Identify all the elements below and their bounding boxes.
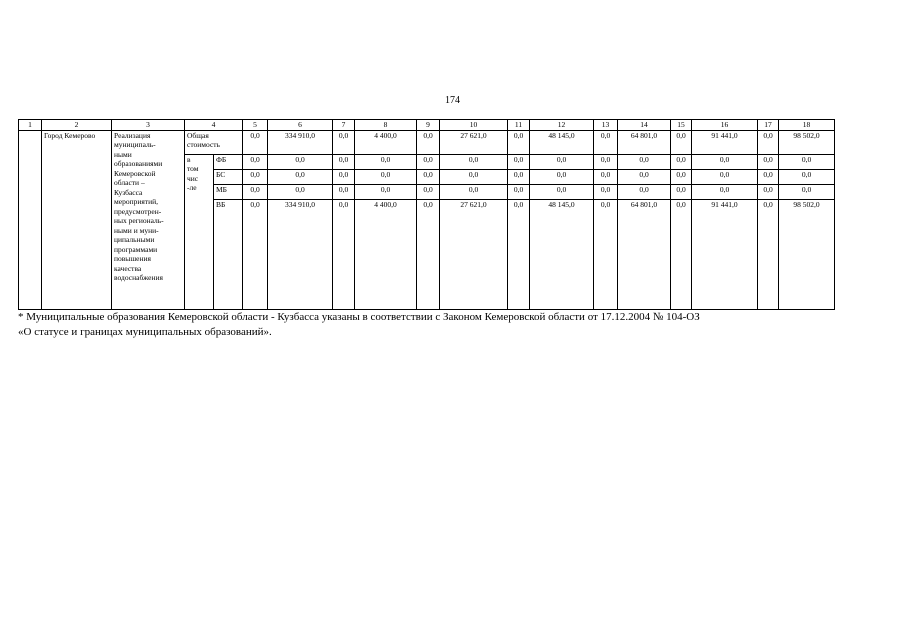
header-cell: 17 [758,120,779,131]
description-line: Кемеровской [114,168,156,178]
description-line: качества [114,263,142,273]
value-cell: 0,0 [417,154,440,169]
header-cell: 16 [692,120,758,131]
header-cell: 18 [779,120,835,131]
value-cell: 0,0 [508,169,530,184]
value-cell: 0,0 [594,154,618,169]
value-cell: 0,0 [417,169,440,184]
header-cell: 12 [530,120,594,131]
header-cell: 11 [508,120,530,131]
description-line: образованиями [114,159,163,168]
value-cell: 0,0 [618,154,671,169]
value-cell: 0,0 [333,199,355,309]
value-cell: 0,0 [530,184,594,199]
description-line: программами [114,244,158,254]
value-cell: 0,0 [530,154,594,169]
header-cell: 13 [594,120,618,131]
value-cell: 0,0 [594,199,618,309]
sub-row-label: БС [214,169,243,184]
value-cell: 0,0 [440,169,508,184]
description-line: муниципаль- [114,140,156,149]
value-cell: 0,0 [268,154,333,169]
value-cell: 0,0 [440,154,508,169]
value-cell: 334 910,0 [268,199,333,309]
value-cell: 64 801,0 [618,130,671,154]
value-cell: 0,0 [779,154,835,169]
value-cell: 0,0 [671,130,692,154]
value-cell: 27 621,0 [440,199,508,309]
value-cell: 0,0 [779,184,835,199]
row-number-cell [19,130,42,309]
value-cell: 0,0 [692,169,758,184]
footnote-line: * Муниципальные образования Кемеровской области - Кузбасса указаны в соответствии с Законом Кемеровской области от 17.12.2004 № 104-ОЗ [18,311,700,323]
value-cell: 0,0 [594,184,618,199]
value-cell: 0,0 [355,184,417,199]
header-cell: 15 [671,120,692,131]
value-cell: 0,0 [508,199,530,309]
including-line: в [187,154,191,164]
description-line: ципальными [114,235,155,244]
value-cell: 91 441,0 [692,130,758,154]
including-line: чис [187,173,199,183]
municipality-cell: Город Кемерово [42,130,112,309]
value-cell: 0,0 [671,184,692,199]
value-cell: 0,0 [333,130,355,154]
header-cell: 1 [19,120,42,131]
description-line: ных региональ- [114,216,164,225]
value-cell: 48 145,0 [530,199,594,309]
value-cell: 0,0 [671,199,692,309]
value-cell: 0,0 [671,169,692,184]
value-cell: 0,0 [530,169,594,184]
value-cell: 0,0 [333,169,355,184]
description-line: Кузбасса [114,187,143,197]
description-line: мероприятий, [114,197,158,206]
value-cell: 0,0 [243,130,268,154]
including-line: том [187,164,199,173]
value-cell: 98 502,0 [779,130,835,154]
including-line: -ле [187,183,197,192]
value-cell: 0,0 [417,184,440,199]
header-cell: 7 [333,120,355,131]
value-cell: 0,0 [779,169,835,184]
value-cell: 0,0 [618,184,671,199]
value-cell: 0,0 [417,199,440,309]
value-cell: 27 621,0 [440,130,508,154]
value-cell: 64 801,0 [618,199,671,309]
description-line: ными [114,149,132,159]
value-cell: 0,0 [355,154,417,169]
header-row [19,120,835,131]
value-cell: 0,0 [758,199,779,309]
value-cell: 0,0 [594,130,618,154]
value-cell: 0,0 [508,184,530,199]
value-cell: 0,0 [243,199,268,309]
value-cell: 98 502,0 [779,199,835,309]
total-row [19,130,835,154]
value-cell: 0,0 [333,154,355,169]
description-cell [112,130,185,309]
sub-row-label: ФБ [214,154,243,169]
value-cell: 0,0 [758,184,779,199]
description-line: повышения [114,254,151,263]
footnote [18,310,700,340]
header-cell: 3 [112,120,185,131]
value-cell: 48 145,0 [530,130,594,154]
header-cell: 6 [268,120,333,131]
value-cell: 0,0 [440,184,508,199]
value-cell: 0,0 [333,184,355,199]
value-cell: 0,0 [243,154,268,169]
footnote-line: «О статусе и границах муниципальных образований». [18,326,272,338]
value-cell: 0,0 [268,184,333,199]
header-cell: 2 [42,120,112,131]
value-cell: 91 441,0 [692,199,758,309]
value-cell: 4 400,0 [355,130,417,154]
description-line: ными и муни- [114,225,159,235]
header-cell: 4 [185,120,243,131]
description-line: области – [114,178,145,187]
description-line: предусмотрен- [114,206,162,216]
value-cell: 0,0 [758,154,779,169]
header-cell: 5 [243,120,268,131]
value-cell: 0,0 [692,184,758,199]
header-cell: 14 [618,120,671,131]
value-cell: 0,0 [618,169,671,184]
header-cell: 10 [440,120,508,131]
value-cell: 0,0 [243,184,268,199]
value-cell: 0,0 [671,154,692,169]
value-cell: 0,0 [692,154,758,169]
sub-row-label: МБ [214,184,243,199]
value-cell: 0,0 [268,169,333,184]
value-cell: 0,0 [355,169,417,184]
value-cell: 0,0 [758,169,779,184]
value-cell: 0,0 [508,130,530,154]
including-cell [185,154,214,309]
value-cell: 0,0 [417,130,440,154]
sub-row-label: ВБ [214,199,243,309]
description-line: водоснабжения [114,273,163,282]
value-cell: 334 910,0 [268,130,333,154]
header-cell: 9 [417,120,440,131]
value-cell: 4 400,0 [355,199,417,309]
value-cell: 0,0 [243,169,268,184]
total-label-cell: Общая стоимость [185,130,243,154]
budget-table [18,119,835,310]
description-line: Реализация [114,130,151,140]
value-cell: 0,0 [508,154,530,169]
page-number: 174 [445,95,460,106]
value-cell: 0,0 [758,130,779,154]
header-cell: 8 [355,120,417,131]
value-cell: 0,0 [594,169,618,184]
